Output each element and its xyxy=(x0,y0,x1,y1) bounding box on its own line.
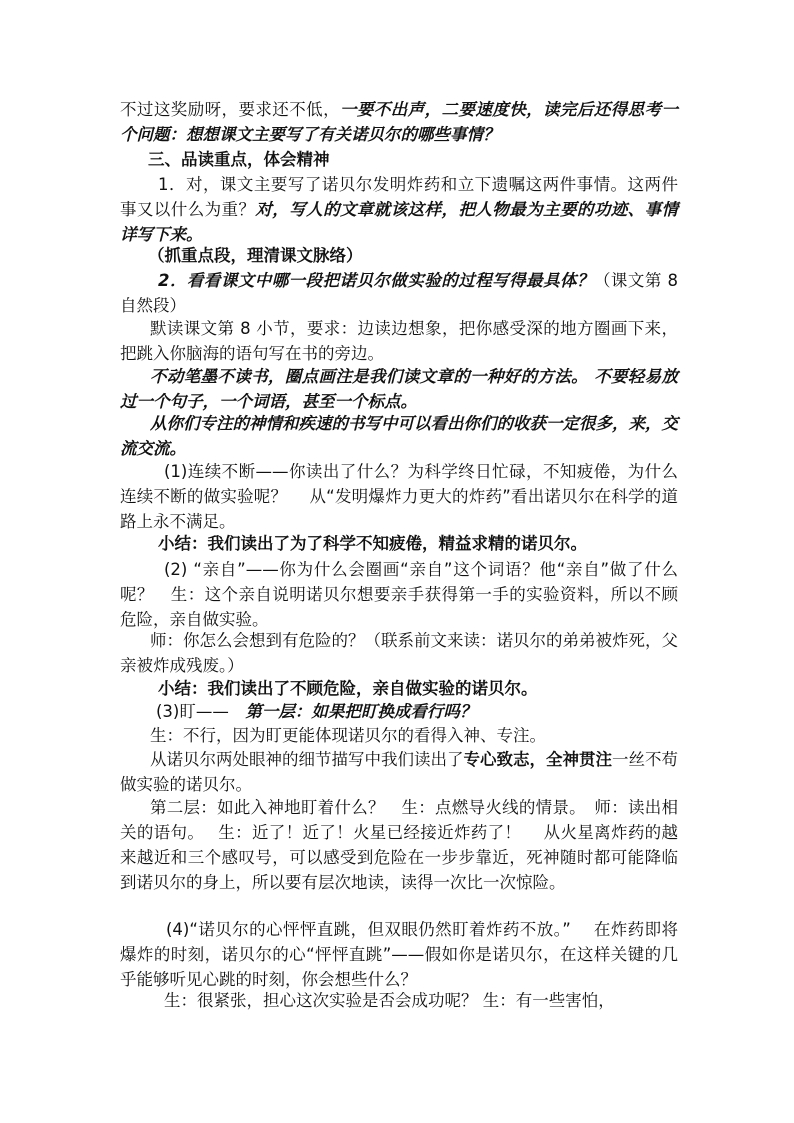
paragraph-point-3 xyxy=(120,699,678,724)
paragraph-annotation-method: 不动笔墨不读书，圈点画注是我们读文章的一种好的方法。 不要轻易放过一个句子，一个词语，甚至一个标点。 xyxy=(120,367,678,411)
paragraph-teacher-question: 师：你怎么会想到有危险的？（联系前文来读：诺贝尔的弟弟被炸死，父亲被炸成残废。） xyxy=(120,631,678,675)
summary-1: 小结：我们读出了为了科学不知疲倦，精益求精的诺贝尔。 xyxy=(158,534,587,553)
eye-details-end: 一丝不苟做实验的诺贝尔。 xyxy=(120,750,678,794)
paragraph-exchange: 从你们专注的神情和疾速的书写中可以看出你们的收获一定很多，来，交流交流。 xyxy=(120,414,678,458)
paragraph-stare-answer: 生：不行，因为盯更能体现诺贝尔的看得入神、专注。 xyxy=(150,726,546,745)
paragraph-two-events xyxy=(120,172,678,247)
paragraph-student-feelings: 生：很紧张，担心这次实验是否会成功呢？ 生：有一些害怕， xyxy=(164,991,615,1010)
paragraph-point-4: (4)“诺贝尔的心怦怦直跳，但双眼仍然盯着炸药不放。” 在炸药即将爆炸的时刻，诺贝尔的心“怦怦直跳”——假如你是诺贝尔，在这样关键的几乎能够听见心跳的时刻，你会想些什么？ xyxy=(120,920,678,989)
summary-2: 小结：我们读出了不顾危险，亲自做实验的诺贝尔。 xyxy=(158,679,538,698)
eye-details-text: 从诺贝尔两处眼神的细节描写中我们读出了 xyxy=(150,750,464,769)
eye-details-emphasis: 专心致志，全神贯注 xyxy=(463,750,612,769)
point-3-layer-1: 第一层：如果把盯换成看行吗？ xyxy=(245,702,477,721)
paragraph-reward xyxy=(120,97,678,147)
point-3-label: (3)盯—— xyxy=(156,702,246,721)
paragraph-eye-details xyxy=(120,747,678,797)
paragraph-point-2: (2) “亲自”——你为什么会圈画“亲自”这个词语？他“亲自”做了什么呢？ 生：这个亲自说明诺贝尔想要亲手获得第一手的实验资料，所以不顾危险，亲自做实验。 xyxy=(120,560,678,629)
two-events-emphasis: 对，写人的文章就该这样，把人物最为主要的功迹、事情详写下来。 xyxy=(120,200,678,244)
question-2-answer: （课文第 8 自然段） xyxy=(120,271,678,315)
reward-text: 不过这奖励呀，要求还不低， xyxy=(120,100,340,119)
subheading-key-paragraph: （抓重点段，理清课文脉络） xyxy=(148,246,363,265)
paragraph-silent-reading: 默读课文第 8 小节，要求：边读边想象，把你感受深的地方圈画下来，把跳入你脑海的语句写在书的旁边。 xyxy=(120,319,678,363)
paragraph-layer-2: 第二层：如此入神地盯着什么？ 生：点燃导火线的情景。 师：读出相关的语句。 生：近了！近了！火星已经接近炸药了！ 从火星离炸药的越来越近和三个感叹号，可以感受到危险在一步步靠近，死神随时都可能降临到诺贝尔的身上，所以要有层次地读，读得一次比一次惊险。 xyxy=(120,798,678,892)
two-events-text: 1．对，课文主要写了诺贝尔发明炸药和立下遗嘱这两件事情。这两件事又以什么为重？ xyxy=(120,175,678,219)
reward-requirement: 一要不出声，二要速度快，读完后还得思考一个问题：想想课文主要写了有关诺贝尔的哪些事情？ xyxy=(120,100,678,144)
section-heading-3: 三、品读重点，体会精神 xyxy=(148,150,330,169)
question-2-text: 2．看看课文中哪一段把诺贝尔做实验的过程写得最具体？ xyxy=(158,271,594,290)
paragraph-point-1: (1)连续不断——你读出了什么？为科学终日忙碌，不知疲倦，为什么连续不断的做实验呢？ 从“发明爆炸力更大的炸药”看出诺贝尔在科学的道路上永不满足。 xyxy=(120,462,678,531)
paragraph-question-2 xyxy=(120,268,678,318)
